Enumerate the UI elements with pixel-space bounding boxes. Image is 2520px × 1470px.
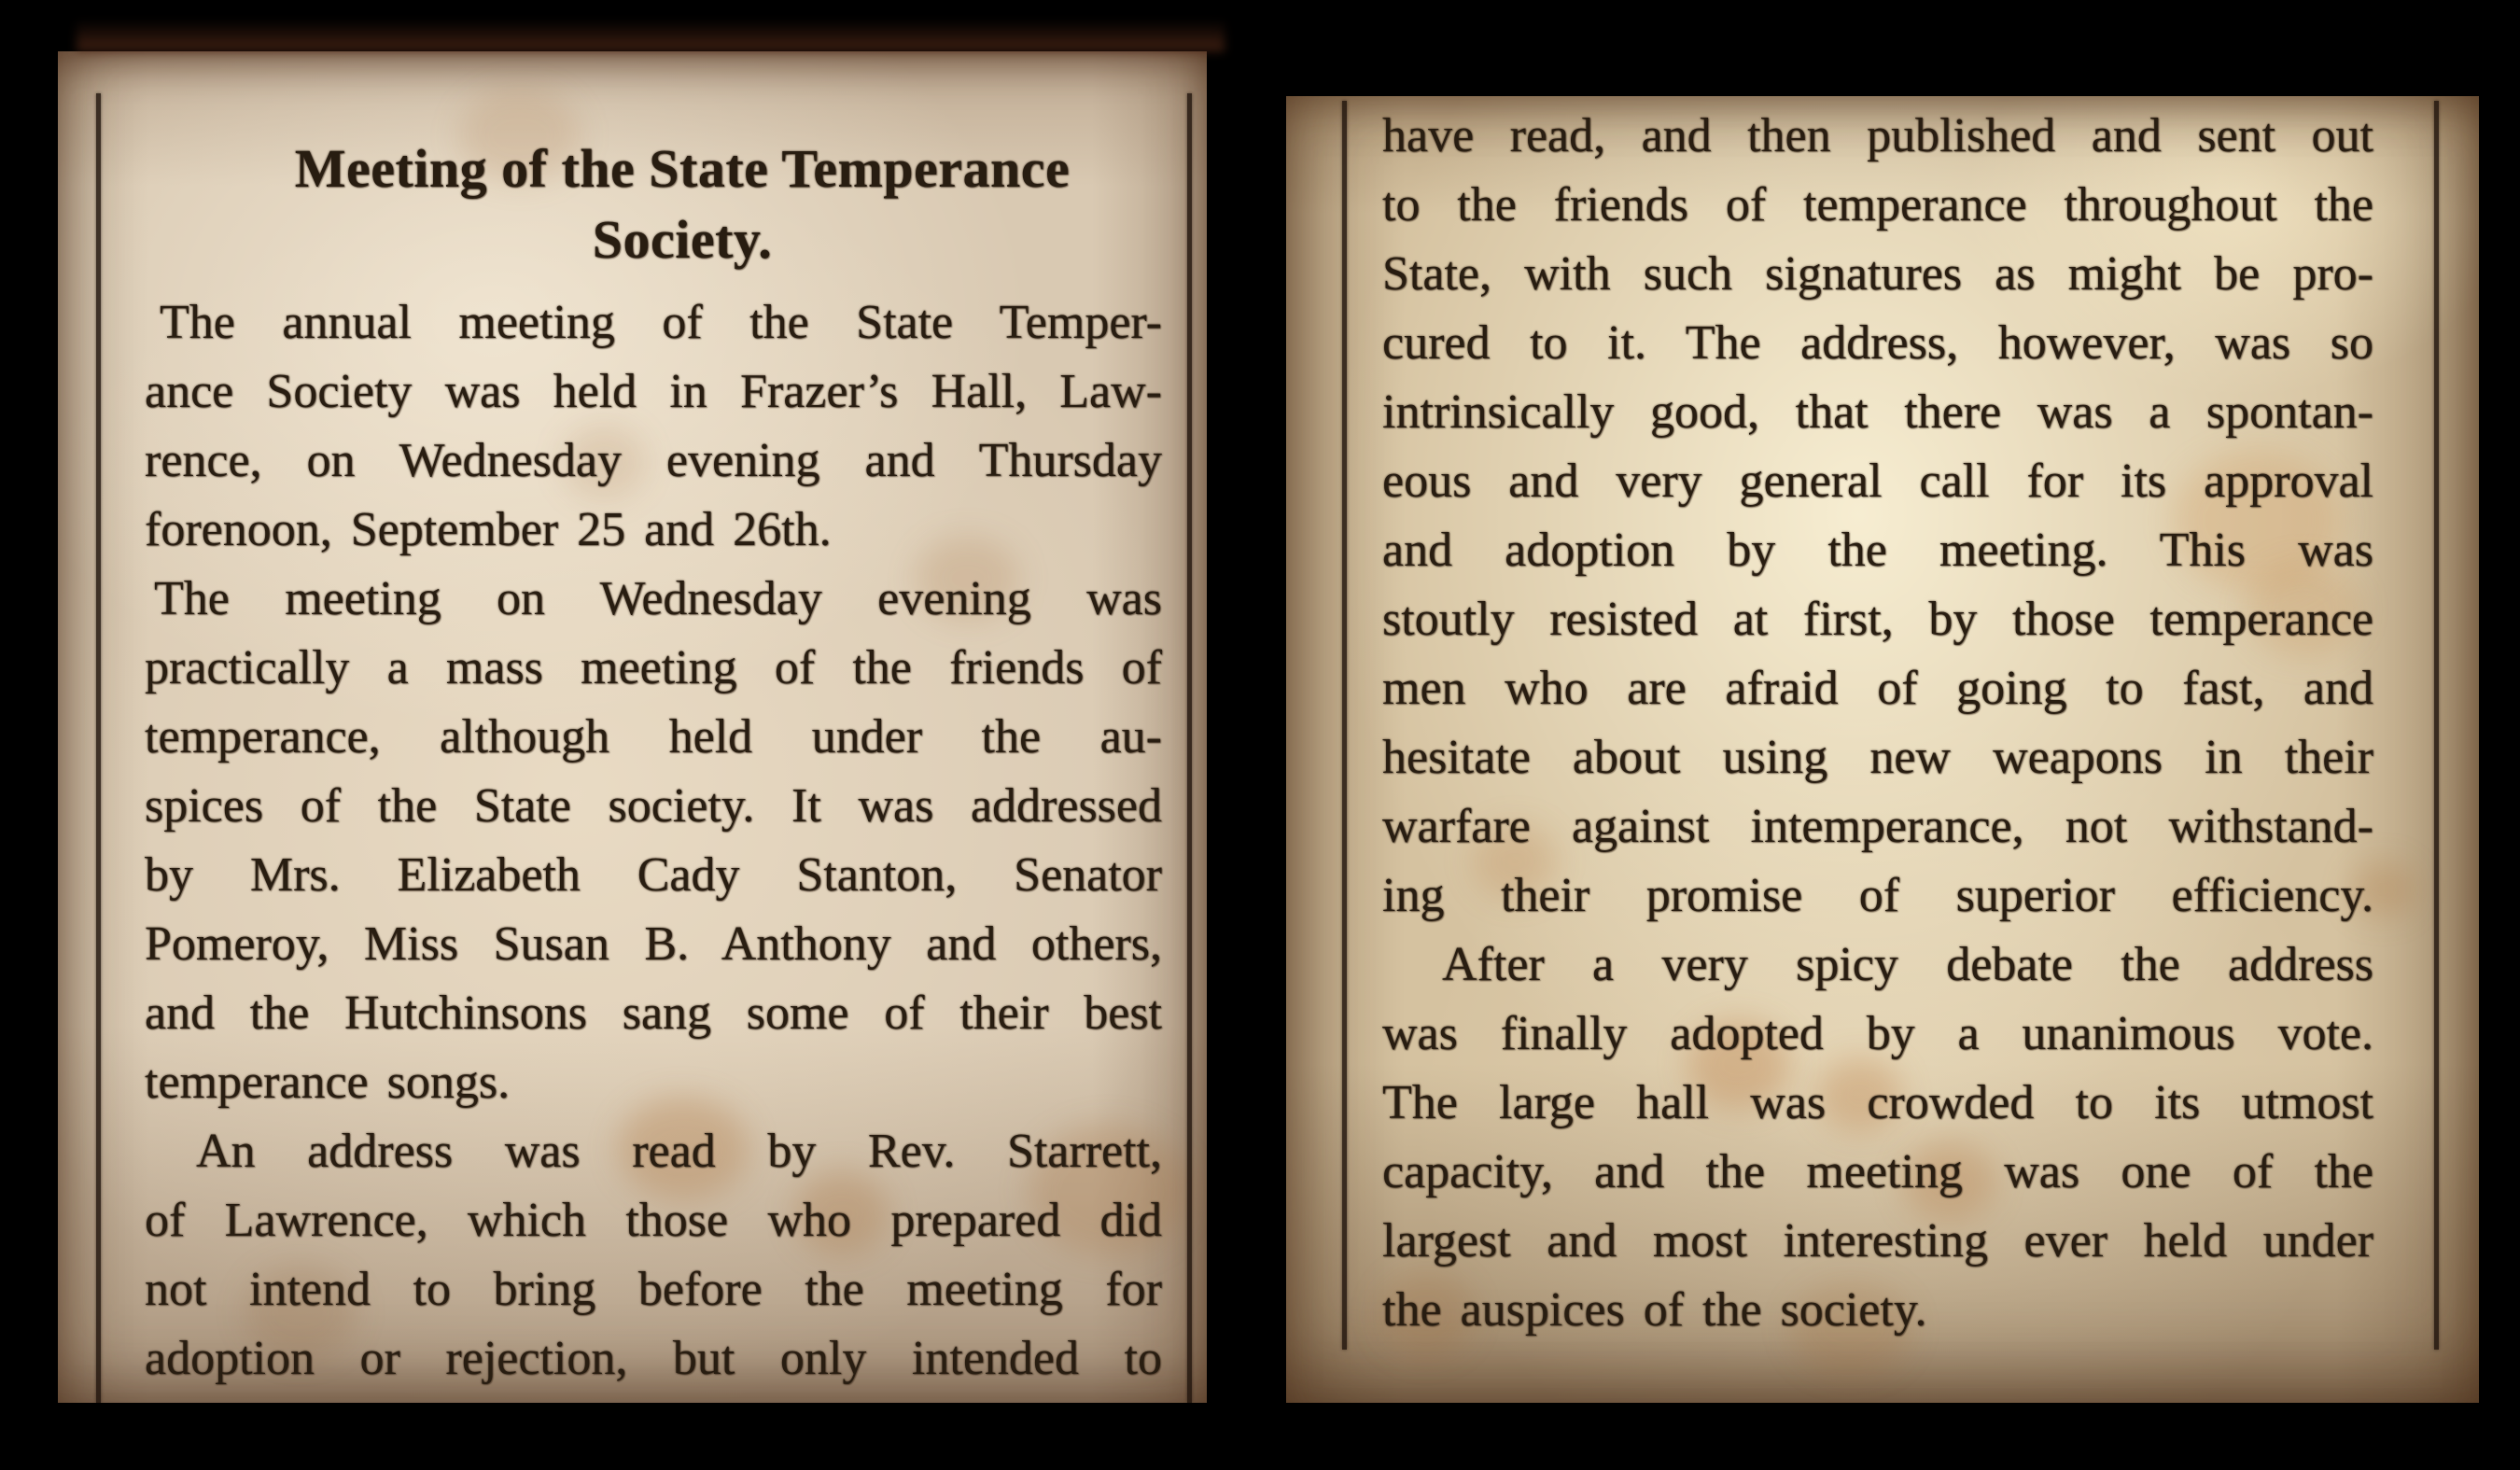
- text-line: temperance, although held under the au-: [145, 710, 1162, 763]
- text-line: warfare against intemperance, not withstand-: [1382, 800, 2373, 853]
- headline-line: Society.: [592, 209, 773, 270]
- text-line: to the friends of temperance throughout the: [1382, 178, 2373, 231]
- headline-line: Meeting of the State Temperance: [294, 138, 1071, 199]
- article-column-left: [145, 133, 1162, 1393]
- text-line: stoutly resisted at first, by those temperance: [1382, 593, 2373, 646]
- column-rule-right: [1187, 93, 1192, 1403]
- text-line: eous and very general call for its approval: [1382, 455, 2373, 508]
- page-edge-shadow: [77, 20, 1225, 51]
- text-line: intrinsically good, that there was a spontan-: [1382, 385, 2373, 439]
- column-rule-left: [96, 93, 101, 1403]
- text-line: ing their promise of superior efficiency.: [1382, 869, 2373, 922]
- article-column-right: [1382, 102, 2373, 1345]
- text-line: The large hall was crowded to its utmost: [1382, 1076, 2373, 1129]
- text-line: State, with such signatures as might be pro-: [1382, 247, 2373, 301]
- text-line: the auspices of the society.: [1382, 1283, 1927, 1337]
- text-line: temperance songs.: [145, 1056, 511, 1109]
- newspaper-page-right: [1286, 96, 2479, 1403]
- text-line: and the Hutchinsons sang some of their best: [145, 987, 1162, 1040]
- paper-surface-right: [1286, 96, 2479, 1403]
- text-line: men who are afraid of going to fast, and: [1382, 662, 2373, 715]
- text-line: practically a mass meeting of the friends of: [145, 641, 1162, 694]
- text-line: cured to it. The address, however, was so: [1382, 316, 2373, 370]
- column-rule-right: [2434, 101, 2439, 1350]
- text-line: was finally adopted by a unanimous vote.: [1382, 1007, 2373, 1060]
- column-rule-left: [1342, 101, 1347, 1350]
- text-line: hesitate about using new weapons in their: [1382, 731, 2373, 784]
- text-line: largest and most interesting ever held under: [1382, 1214, 2373, 1267]
- text-line: of Lawrence, which those who prepared did: [145, 1194, 1162, 1247]
- text-line: have read, and then published and sent out: [1382, 109, 2373, 162]
- text-line: Pomeroy, Miss Susan B. Anthony and others,: [145, 917, 1162, 971]
- text-line: The meeting on Wednesday evening was: [154, 572, 1162, 625]
- text-line: forenoon, September 25 and 26th.: [145, 503, 832, 556]
- text-line: An address was read by Rev. Starrett,: [196, 1125, 1162, 1178]
- text-line: spices of the State society. It was addressed: [145, 779, 1162, 833]
- text-line: The annual meeting of the State Temper-: [160, 296, 1162, 349]
- text-line: After a very spicy debate the address: [1442, 938, 2373, 991]
- text-line: not intend to bring before the meeting for: [145, 1263, 1162, 1316]
- newspaper-page-left: [58, 51, 1207, 1403]
- text-line: rence, on Wednesday evening and Thursday: [145, 434, 1162, 487]
- text-line: ance Society was held in Frazer’s Hall, Law-: [145, 365, 1162, 418]
- text-line: adoption or rejection, but only intended to: [145, 1332, 1162, 1385]
- paper-surface-left: [58, 51, 1207, 1403]
- text-line: by Mrs. Elizabeth Cady Stanton, Senator: [145, 848, 1162, 902]
- text-line: capacity, and the meeting was one of the: [1382, 1145, 2373, 1198]
- text-line: and adoption by the meeting. This was: [1382, 524, 2373, 577]
